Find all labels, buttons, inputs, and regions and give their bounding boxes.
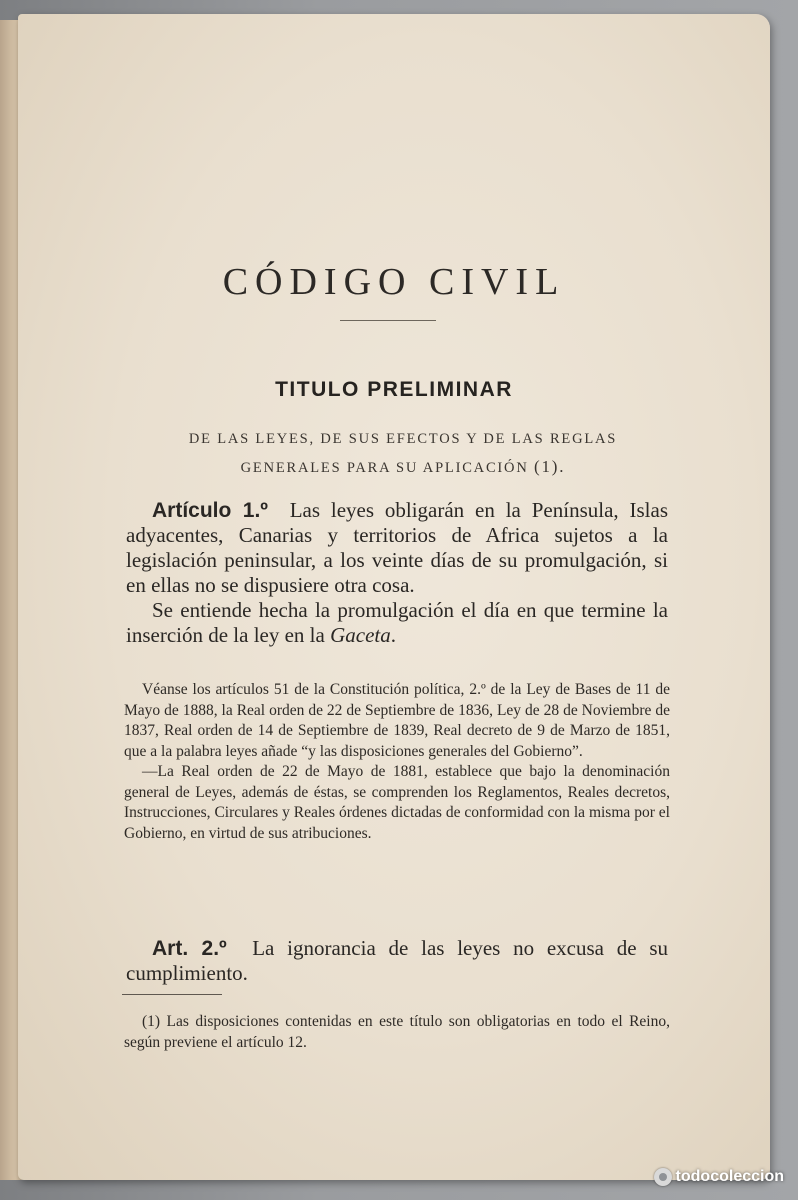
footnote <box>124 1012 670 1053</box>
section-heading-line2: GENERALES PARA SU APLICACIÓN <box>240 460 529 476</box>
watermark-text: todocoleccion <box>675 1168 784 1185</box>
gaceta-italic: Gaceta <box>330 623 391 647</box>
subtitle: TITULO PRELIMINAR <box>275 378 513 401</box>
title-divider <box>340 320 436 321</box>
section-heading <box>138 426 668 482</box>
article-1-para2: Se entiende hecha la promulgación el día en que termine la inserción de la ley en la <box>126 598 668 647</box>
book-page <box>18 14 770 1180</box>
article-2-text: La ignorancia de las leyes no excusa de su cumplimiento. <box>126 936 669 985</box>
article-1 <box>126 498 668 648</box>
article-1-text: Las leyes obligarán en la Península, Islas adyacentes, Canarias y territorios de Africa sujetos a la legislación peninsular, a los veinte días de su promulgación, si en ellas no se dispusiere otra cosa. <box>126 498 668 597</box>
footnote-divider <box>122 994 222 995</box>
article-2-label: Art. 2.º <box>152 937 227 960</box>
note-paragraph-1: Véanse los artículos 51 de la Constitución política, 2.º de la Ley de Bases de 11 de Mayo de 1888, la Real orden de 22 de Septiembre de 1836, Ley de 28 de Noviembre de 1837, Real orden de 14 de Septiembre de 1839, Real decreto de 9 de Marzo de 1851, que a la palabra leyes añade “y las disposiciones generales del Gobierno”. <box>124 681 670 760</box>
article-1-label: Artículo 1.º <box>152 499 268 522</box>
article-1-note <box>124 680 670 844</box>
footnote-reference: (1). <box>534 457 566 476</box>
article-2 <box>126 936 668 986</box>
footnote-text: (1) Las disposiciones contenidas en este título son obligatorias en todo el Reino, según previene el artículo 12. <box>124 1013 670 1051</box>
section-heading-line1: DE LAS LEYES, DE SUS EFECTOS Y DE LAS REGLAS <box>188 431 618 447</box>
article-1-para2-end: . <box>390 623 396 647</box>
note-paragraph-2: —La Real orden de 22 de Mayo de 1881, establece que bajo la denominación general de Leyes, además de éstas, se comprenden los Reglamentos, Reales decretos, Instrucciones, Circulares y Reales órdenes dictadas de conformidad con la misma por el Gobierno, en virtud de sus atribuciones. <box>124 763 670 842</box>
page-title: CÓDIGO CIVIL <box>222 261 566 303</box>
watermark <box>654 1168 784 1186</box>
todocoleccion-logo-icon <box>654 1168 672 1186</box>
